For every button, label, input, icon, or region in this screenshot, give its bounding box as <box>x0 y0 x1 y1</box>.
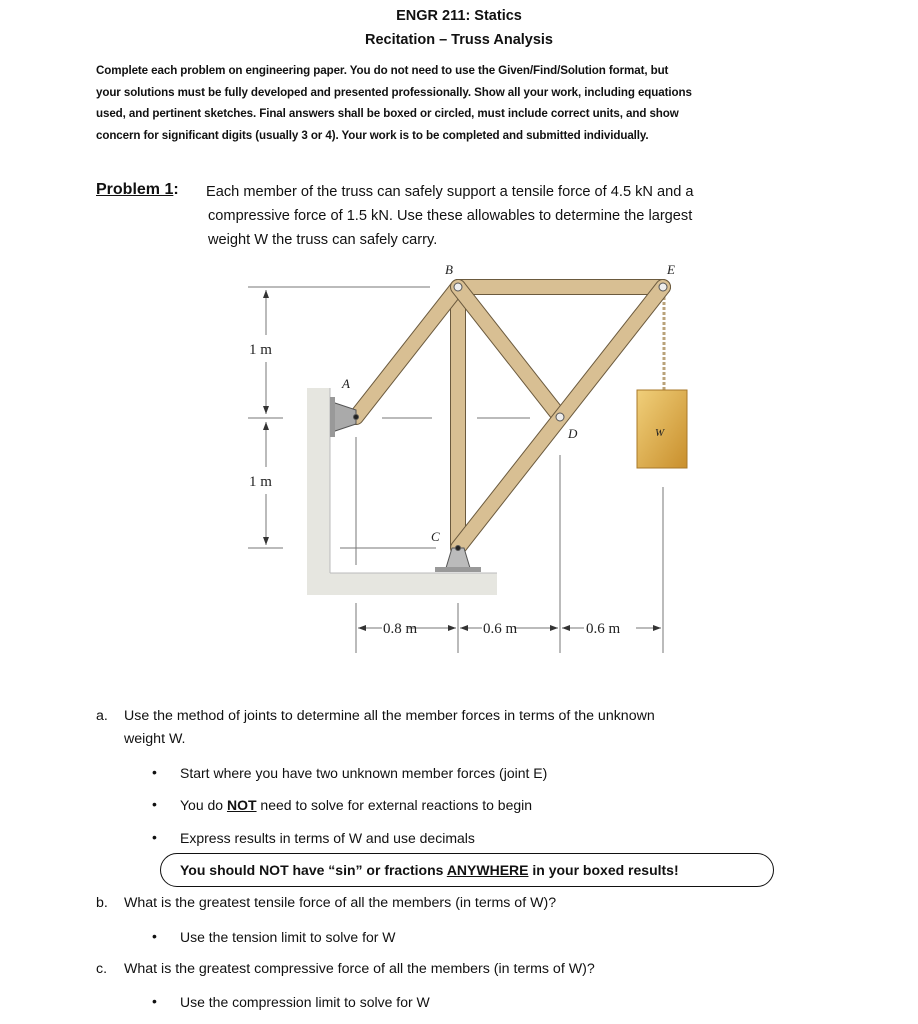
dim-vertical-bottom: 1 m <box>249 474 272 490</box>
part-c-text: What is the greatest compressive force of all the members (in terms of W)? <box>124 961 595 977</box>
bullet-item: • <box>152 796 157 812</box>
joint-label-c: C <box>431 529 440 544</box>
pin-support-a <box>332 402 356 432</box>
part-b-bullet: Use the tension limit to solve for W <box>180 929 396 945</box>
dim-vertical-top: 1 m <box>249 342 272 358</box>
course-title: ENGR 211: Statics <box>396 8 522 24</box>
problem-text: weight W the truss can safely carry. <box>208 232 438 248</box>
bullet-text: Express results in terms of W and use decimals <box>180 830 475 846</box>
part-a-text: Use the method of joints to determine all the member forces in terms of the unknown <box>124 708 655 724</box>
part-c-marker: c. <box>96 961 108 977</box>
bullet-text: You do NOT need to solve for external reactions to begin <box>180 797 533 813</box>
intro-line: used, and pertinent sketches. Final answers shall be boxed or circled, must include correct units, and show <box>96 107 679 120</box>
bullet-item: • <box>152 829 157 845</box>
part-a-text: weight W. <box>124 731 186 747</box>
intro-line: Complete each problem on engineering paper. You do not need to use the Given/Find/Solution format, but <box>96 64 669 77</box>
problem-label: Problem 1: <box>96 181 179 198</box>
problem-text: compressive force of 1.5 kN. Use these allowables to determine the largest <box>208 208 693 224</box>
intro-line: your solutions must be fully developed and presented professionally. Show all your work, including equations <box>96 86 692 99</box>
joint-label-d: D <box>568 426 578 441</box>
part-b-text: What is the greatest tensile force of all the members (in terms of W)? <box>124 895 557 911</box>
dim-horizontal-2: 0.6 m <box>483 621 518 637</box>
weight-label: W <box>655 427 665 439</box>
joint-label-e: E <box>667 262 675 277</box>
problem-text: Each member of the truss can safely support a tensile force of 4.5 kN and a <box>206 184 694 200</box>
bullet-item: • <box>152 928 157 944</box>
part-c-bullet: Use the compression limit to solve for W <box>180 994 430 1010</box>
bullet-item: • <box>152 993 157 1009</box>
part-a-marker: a. <box>96 708 108 724</box>
dim-horizontal-3: 0.6 m <box>586 621 621 637</box>
boxed-note: You should NOT have “sin” or fractions ANYWHERE in your boxed results! <box>180 862 679 878</box>
joint-label-b: B <box>445 262 453 277</box>
joint-label-a: A <box>342 376 350 391</box>
joint-pins <box>354 283 668 551</box>
bullet-text: Start where you have two unknown member forces (joint E) <box>180 765 548 781</box>
part-b-marker: b. <box>96 895 108 911</box>
dim-horizontal-1: 0.8 m <box>383 621 418 637</box>
bullet-item: • <box>152 764 157 780</box>
recitation-title: Recitation – Truss Analysis <box>364 32 554 48</box>
intro-line: concern for significant digits (usually 3 or 4). Your work is to be completed and submitted individually. <box>96 129 649 142</box>
